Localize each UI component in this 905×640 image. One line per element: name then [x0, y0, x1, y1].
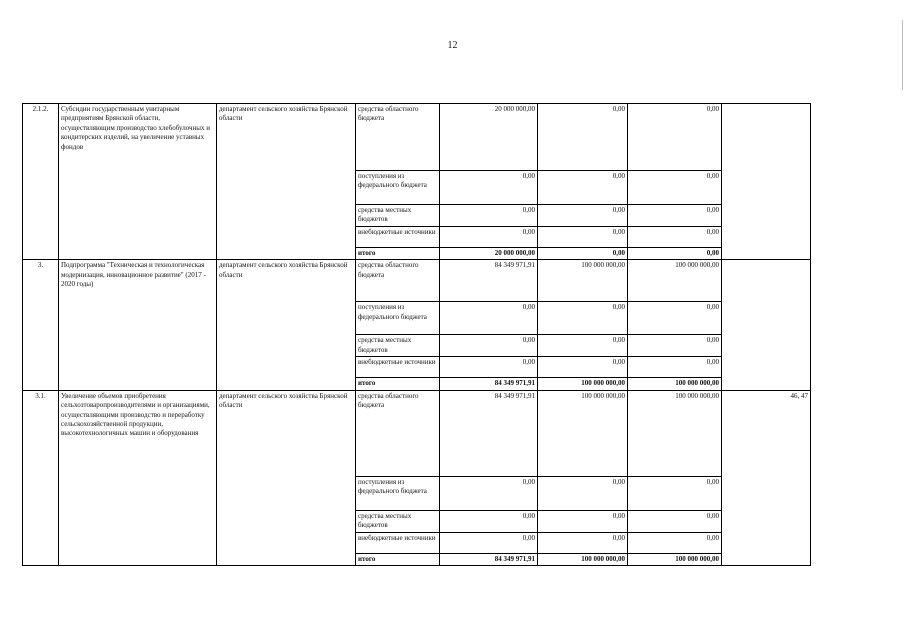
amount-year-3: 0,00 — [628, 302, 722, 335]
indicator-ref: 46, 47 — [722, 390, 811, 565]
amount-year-2: 0,00 — [538, 532, 628, 553]
item-executor: департамент сельского хозяйства Брянской области — [217, 390, 356, 565]
amount-year-2: 0,00 — [538, 302, 628, 335]
amount-year-1: 20 000 000,00 — [440, 104, 538, 171]
item-number: 2.1.2. — [23, 104, 59, 260]
indicator-ref — [722, 104, 811, 260]
amount-year-2: 100 000 000,00 — [538, 553, 628, 565]
amount-year-2: 0,00 — [538, 226, 628, 247]
item-executor: департамент сельского хозяйства Брянской области — [217, 260, 356, 390]
amount-year-2: 100 000 000,00 — [538, 260, 628, 302]
amount-year-1: 0,00 — [440, 357, 538, 378]
table-row — [23, 104, 811, 171]
amount-year-3: 100 000 000,00 — [628, 260, 722, 302]
amount-year-2: 0,00 — [538, 205, 628, 227]
amount-year-1: 84 349 971,91 — [440, 378, 538, 390]
amount-year-2: 0,00 — [538, 247, 628, 259]
amount-year-1: 0,00 — [440, 335, 538, 357]
amount-year-1: 0,00 — [440, 226, 538, 247]
amount-year-1: 0,00 — [440, 205, 538, 227]
amount-year-3: 0,00 — [628, 476, 722, 510]
amount-year-1: 0,00 — [440, 171, 538, 205]
amount-year-2: 0,00 — [538, 357, 628, 378]
funding-source-total: итого — [356, 247, 440, 259]
item-name: Субсидии государственным унитарным предприятиям Брянской области, осуществляющим производство хлебобулочных и кондитерских изделий, на увеличение уставных фондов — [59, 104, 217, 260]
item-executor: департамент сельского хозяйства Брянской области — [217, 104, 356, 260]
amount-year-1: 0,00 — [440, 476, 538, 510]
amount-year-1: 20 000 000,00 — [440, 247, 538, 259]
table-row — [23, 390, 811, 476]
funding-source: средства местных бюджетов — [356, 335, 440, 357]
amount-year-3: 0,00 — [628, 247, 722, 259]
budget-table — [22, 103, 811, 566]
item-number: 3.1. — [23, 390, 59, 565]
amount-year-2: 0,00 — [538, 104, 628, 171]
amount-year-2: 0,00 — [538, 171, 628, 205]
funding-source: внебюджетные источники — [356, 532, 440, 553]
funding-source: поступления из федерального бюджета — [356, 171, 440, 205]
page-number: 12 — [447, 40, 458, 51]
table-row — [23, 260, 811, 302]
amount-year-3: 0,00 — [628, 532, 722, 553]
funding-source: средства местных бюджетов — [356, 205, 440, 227]
funding-source: средства областного бюджета — [356, 260, 440, 302]
amount-year-3: 0,00 — [628, 510, 722, 532]
indicator-ref — [722, 260, 811, 390]
funding-source: средства областного бюджета — [356, 390, 440, 476]
amount-year-1: 84 349 971,91 — [440, 553, 538, 565]
amount-year-3: 0,00 — [628, 357, 722, 378]
item-name: Подпрограмма "Техническая и технологическая модернизация, инновационное развитие" (2017 - 2020 годы) — [59, 260, 217, 390]
amount-year-3: 0,00 — [628, 226, 722, 247]
funding-source: внебюджетные источники — [356, 357, 440, 378]
amount-year-1: 84 349 971,91 — [440, 390, 538, 476]
funding-source: средства местных бюджетов — [356, 510, 440, 532]
amount-year-2: 0,00 — [538, 335, 628, 357]
funding-source: средства областного бюджета — [356, 104, 440, 171]
amount-year-1: 0,00 — [440, 532, 538, 553]
funding-source: поступления из федерального бюджета — [356, 302, 440, 335]
funding-source-total: итого — [356, 378, 440, 390]
amount-year-3: 100 000 000,00 — [628, 378, 722, 390]
funding-source-total: итого — [356, 553, 440, 565]
amount-year-2: 100 000 000,00 — [538, 390, 628, 476]
amount-year-3: 0,00 — [628, 104, 722, 171]
amount-year-3: 0,00 — [628, 171, 722, 205]
amount-year-2: 100 000 000,00 — [538, 378, 628, 390]
funding-source: поступления из федерального бюджета — [356, 476, 440, 510]
amount-year-2: 0,00 — [538, 476, 628, 510]
amount-year-1: 0,00 — [440, 302, 538, 335]
item-number: 3. — [23, 260, 59, 390]
amount-year-1: 84 349 971,91 — [440, 260, 538, 302]
amount-year-3: 100 000 000,00 — [628, 390, 722, 476]
amount-year-3: 0,00 — [628, 335, 722, 357]
scan-edge-line — [902, 20, 903, 90]
amount-year-3: 100 000 000,00 — [628, 553, 722, 565]
amount-year-3: 0,00 — [628, 205, 722, 227]
funding-source: внебюджетные источники — [356, 226, 440, 247]
item-name: Увеличение объемов приобретения сельхозтоваропроизводителями и организациями, осуществляющими производство и переработку сельскохозяйственной продукции, высокотехнологичных машин и оборудования — [59, 390, 217, 565]
amount-year-2: 0,00 — [538, 510, 628, 532]
amount-year-1: 0,00 — [440, 510, 538, 532]
